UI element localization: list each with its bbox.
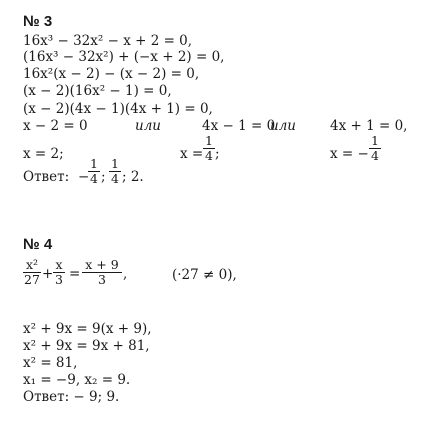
p3-case-1: x − 2 = 0 <box>23 118 88 134</box>
p4-equals: = <box>69 266 81 282</box>
frac-numerator: 1 <box>90 156 98 171</box>
p3-answer-fraction-1 <box>88 158 100 185</box>
p4-roots: x₁ = −9, x₂ = 9. <box>23 372 131 388</box>
term-numerator: x <box>55 257 63 272</box>
frac-denominator: 4 <box>371 148 379 163</box>
term-numerator: x² <box>25 257 39 272</box>
p3-answer-sep-1: ; <box>101 169 106 185</box>
p4-line-2: x² + 9x = 9x + 81, <box>23 338 150 354</box>
p3-root-2-semicolon: ; <box>215 146 220 162</box>
term-denominator: 3 <box>98 272 106 287</box>
frac-denominator: 4 <box>90 171 98 186</box>
p4-line-1: x² + 9x = 9(x + 9), <box>23 321 152 337</box>
p3-root-1: x = 2; <box>23 146 64 162</box>
p4-term-3 <box>82 259 122 286</box>
p3-or-1: или <box>135 118 161 134</box>
p4-line-3: x² = 81, <box>23 355 78 371</box>
term-denominator: 27 <box>24 272 40 287</box>
p3-root-3-prefix: x = − <box>330 146 369 162</box>
term-denominator: 3 <box>55 272 63 287</box>
p3-line-5: (x − 2)(4x − 1)(4x + 1) = 0, <box>23 101 213 117</box>
p3-answer-fraction-2 <box>109 158 121 185</box>
p4-term-2 <box>53 259 65 286</box>
p4-plus: + <box>42 266 54 282</box>
p3-root-2-fraction <box>203 135 215 162</box>
frac-denominator: 4 <box>111 171 119 186</box>
p4-answer: Ответ: − 9; 9. <box>23 389 120 405</box>
p3-line-4: (x − 2)(16x² − 1) = 0, <box>23 83 172 99</box>
p3-answer-minus: − <box>78 169 90 185</box>
frac-numerator: 1 <box>205 133 213 148</box>
p3-or-2: или <box>270 118 296 134</box>
term-numerator: x + 9 <box>85 257 119 272</box>
p3-line-2: (16x³ − 32x²) + (−x + 2) = 0, <box>23 49 225 65</box>
p4-term-1 <box>23 259 41 286</box>
frac-numerator: 1 <box>111 156 119 171</box>
p4-eq-comma: , <box>123 266 128 282</box>
problem-4-title: № 4 <box>23 236 53 253</box>
p4-condition: (·27 ≠ 0), <box>172 267 237 283</box>
p3-root-2-prefix: x = <box>180 146 204 162</box>
p3-case-3: 4x + 1 = 0, <box>330 118 408 134</box>
p3-case-2: 4x − 1 = 0 <box>202 118 276 134</box>
p3-answer-label: Ответ: <box>23 169 70 185</box>
p3-root-3-fraction <box>369 135 381 162</box>
frac-denominator: 4 <box>205 148 213 163</box>
p3-answer-sep-2: ; 2. <box>122 169 144 185</box>
problem-3-title: № 3 <box>23 13 53 30</box>
p3-line-3: 16x²(x − 2) − (x − 2) = 0, <box>23 66 200 82</box>
p3-line-1: 16x³ − 32x² − x + 2 = 0, <box>23 33 193 49</box>
frac-numerator: 1 <box>371 133 379 148</box>
